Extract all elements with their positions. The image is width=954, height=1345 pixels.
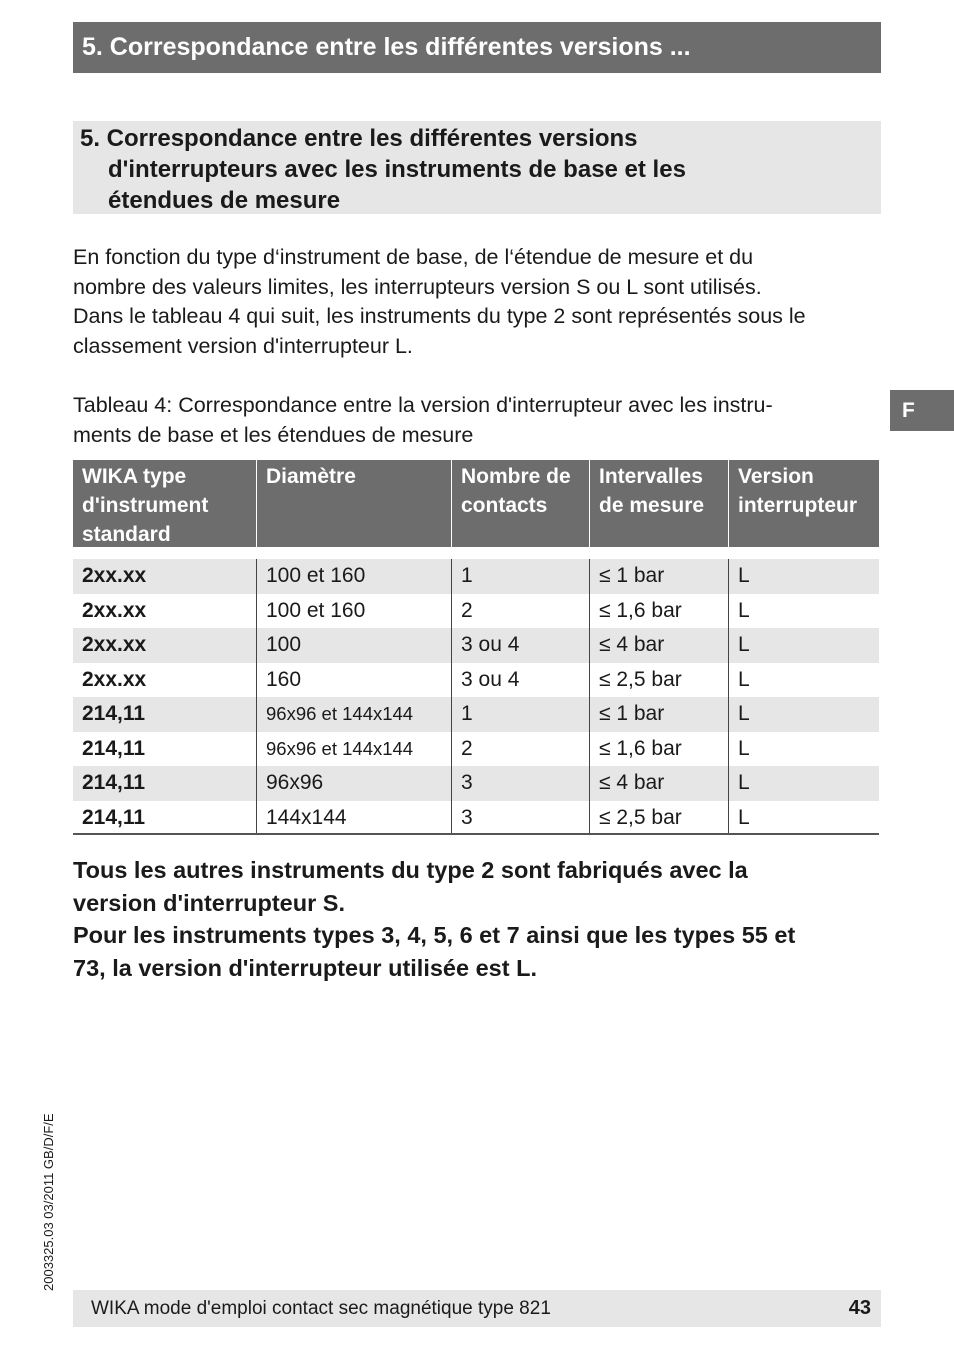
cell-contacts: 3 bbox=[452, 766, 590, 801]
cell-switch-version: L bbox=[738, 805, 750, 829]
cell-range: ≤ 2,5 bar bbox=[590, 801, 729, 834]
chapter-banner bbox=[73, 22, 881, 73]
cell-instrument-type: 214,11 bbox=[73, 732, 257, 767]
header-switch-version: Version interrupteur bbox=[738, 465, 858, 517]
footer-text: WIKA mode d'emploi contact sec magnétique type 821 bbox=[91, 1298, 551, 1319]
page-footer bbox=[73, 1290, 881, 1327]
cell-contacts: 1 bbox=[452, 697, 590, 732]
language-tab-label: F bbox=[902, 399, 915, 422]
cell-contacts: 1 bbox=[452, 559, 590, 594]
cell-diameter: 100 bbox=[257, 628, 452, 663]
table-row bbox=[73, 732, 879, 767]
intro-line-3: Dans le tableau 4 qui suit, les instruments du type 2 sont représentés sous le bbox=[73, 304, 806, 328]
intro-line-4: classement version d'interrupteur L. bbox=[73, 333, 413, 358]
cell-switch-version: L bbox=[738, 633, 750, 656]
cell-instrument-type: 214,11 bbox=[73, 697, 257, 732]
header-ranges: Intervalles de mesure bbox=[590, 460, 729, 547]
chapter-banner-title: 5. Correspondance entre les différentes versions ... bbox=[82, 33, 691, 61]
cell-range: ≤ 4 bar bbox=[590, 766, 729, 801]
cell-switch-version: L bbox=[738, 667, 750, 691]
language-tab bbox=[890, 390, 954, 431]
note-line-2: version d'interrupteur S. bbox=[73, 889, 345, 916]
cell-diameter: 100 et 160 bbox=[257, 559, 452, 594]
cell-contacts: 2 bbox=[452, 732, 590, 767]
cell-diameter: 160 bbox=[257, 663, 452, 698]
cell-instrument-type: 214,11 bbox=[73, 766, 257, 801]
intro-line-2: nombre des valeurs limites, les interrupteurs version S ou L sont utilisés. bbox=[73, 274, 762, 299]
section-heading bbox=[73, 121, 881, 214]
note-line-4: 73, la version d'interrupteur utilisée est L. bbox=[73, 954, 537, 981]
table-row bbox=[73, 697, 879, 732]
table-row bbox=[73, 559, 879, 594]
cell-instrument-type: 2xx.xx bbox=[73, 559, 257, 594]
section-heading-line-2: d'interrupteurs avec les instruments de base et les bbox=[108, 156, 686, 183]
page-number: 43 bbox=[848, 1297, 871, 1319]
switch-version-table bbox=[73, 460, 879, 835]
cell-range: ≤ 1,6 bar bbox=[590, 594, 729, 629]
table-row bbox=[73, 766, 879, 801]
table-caption bbox=[73, 391, 863, 450]
section-heading-line-1: 5. Correspondance entre les différentes versions bbox=[80, 125, 638, 152]
note-line-3: Pour les instruments types 3, 4, 5, 6 et 7 ainsi que les types 55 et bbox=[73, 922, 796, 948]
cell-contacts: 3 bbox=[452, 801, 590, 834]
table-row bbox=[73, 663, 879, 698]
cell-range: ≤ 2,5 bar bbox=[590, 663, 729, 698]
cell-contacts: 2 bbox=[452, 594, 590, 629]
cell-range: ≤ 4 bar bbox=[590, 628, 729, 663]
table-row bbox=[73, 594, 879, 629]
cell-switch-version: L bbox=[738, 736, 750, 760]
table-row bbox=[73, 801, 879, 836]
table-row bbox=[73, 628, 879, 663]
cell-switch-version: L bbox=[738, 702, 750, 725]
cell-range: ≤ 1 bar bbox=[590, 697, 729, 732]
intro-paragraph bbox=[73, 243, 885, 361]
cell-instrument-type: 214,11 bbox=[73, 801, 257, 834]
bold-note bbox=[73, 854, 883, 984]
table-caption-line-1: Tableau 4: Correspondance entre la version d'interrupteur avec les instru- bbox=[73, 393, 773, 417]
cell-switch-version: L bbox=[738, 564, 750, 587]
document-code: 2003325.03 03/2011 GB/D/F/E bbox=[41, 1113, 56, 1291]
header-diameter: Diamètre bbox=[257, 460, 452, 547]
cell-diameter: 96x96 bbox=[257, 766, 452, 801]
cell-contacts: 3 ou 4 bbox=[452, 628, 590, 663]
cell-instrument-type: 2xx.xx bbox=[73, 663, 257, 698]
note-line-1: Tous les autres instruments du type 2 sont fabriqués avec la bbox=[73, 857, 748, 883]
table-header-row bbox=[73, 460, 879, 547]
header-gap bbox=[73, 547, 879, 559]
header-instrument-type: WIKA type d'instrument standard bbox=[73, 460, 257, 547]
cell-diameter: 96x96 et 144x144 bbox=[257, 697, 452, 732]
cell-diameter: 96x96 et 144x144 bbox=[257, 732, 452, 767]
cell-range: ≤ 1,6 bar bbox=[590, 732, 729, 767]
cell-diameter: 100 et 160 bbox=[257, 594, 452, 629]
cell-contacts: 3 ou 4 bbox=[452, 663, 590, 698]
cell-instrument-type: 2xx.xx bbox=[73, 628, 257, 663]
intro-line-1: En fonction du type d‘instrument de base, de l‘étendue de mesure et du bbox=[73, 245, 754, 269]
cell-switch-version: L bbox=[738, 771, 750, 794]
cell-range: ≤ 1 bar bbox=[590, 559, 729, 594]
table-caption-line-2: ments de base et les étendues de mesure bbox=[73, 422, 474, 447]
section-heading-line-3: étendues de mesure bbox=[108, 187, 341, 214]
cell-diameter: 144x144 bbox=[257, 801, 452, 834]
cell-switch-version: L bbox=[738, 598, 750, 622]
header-contacts: Nombre de contacts bbox=[452, 460, 590, 547]
cell-instrument-type: 2xx.xx bbox=[73, 594, 257, 629]
